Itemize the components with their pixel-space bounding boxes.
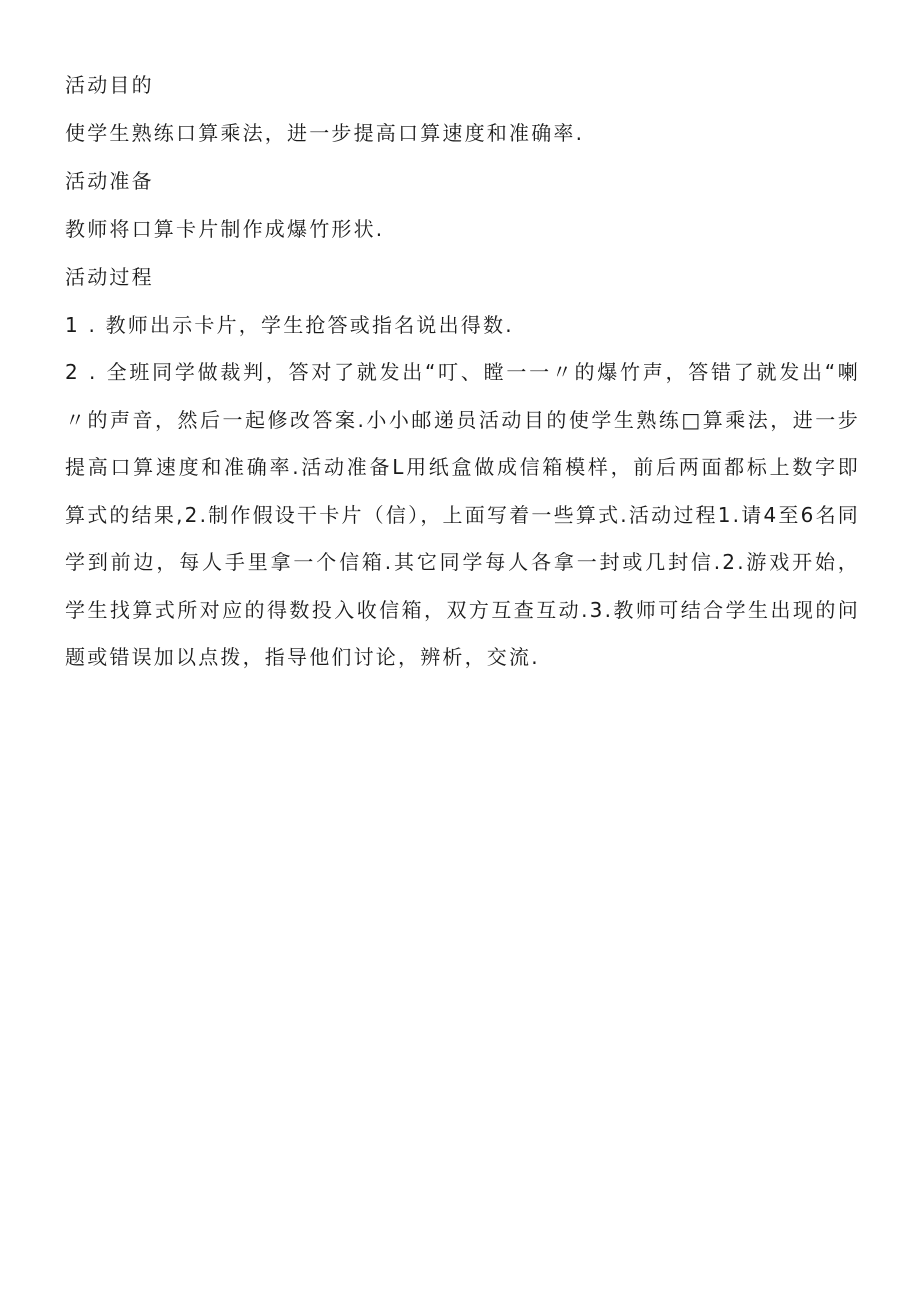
activity-purpose-text: 使学生熟练口算乘法，进一步提高口算速度和准确率. — [65, 121, 585, 145]
heading-activity-preparation: 活动准备 — [65, 169, 154, 193]
document-body — [65, 68, 860, 682]
heading-activity-purpose: 活动目的 — [65, 73, 154, 97]
activity-preparation-text: 教师将口算卡片制作成爆竹形状. — [65, 217, 385, 241]
process-step-1: 1 . 教师出示卡片，学生抢答或指名说出得数. — [65, 313, 514, 337]
process-step-2-wrapper — [65, 349, 860, 682]
process-step-2-paragraph: 2 . 全班同学做裁判，答对了就发出“叮、瞠一一〃的爆竹声，答错了就发出“喇〃的声音，然后一起修改答案.小小邮递员活动目的使学生熟练□算乘法，进一步提高口算速度和准确率.活动准备L用纸盒做成信箱模样，前后两面都标上数字即算式的结果,2.制作假设干卡片（信），上面写着一些算式.活动过程1.请4至6名同学到前边，每人手里拿一个信箱.其它同学每人各拿一封或几封信.2.游戏开始，学生找算式所对应的得数投入收信箱，双方互查互动.3.教师可结合学生出现的问题或错误加以点拨，指导他们讨论，辨析，交流. — [65, 360, 860, 669]
heading-activity-process: 活动过程 — [65, 265, 154, 289]
